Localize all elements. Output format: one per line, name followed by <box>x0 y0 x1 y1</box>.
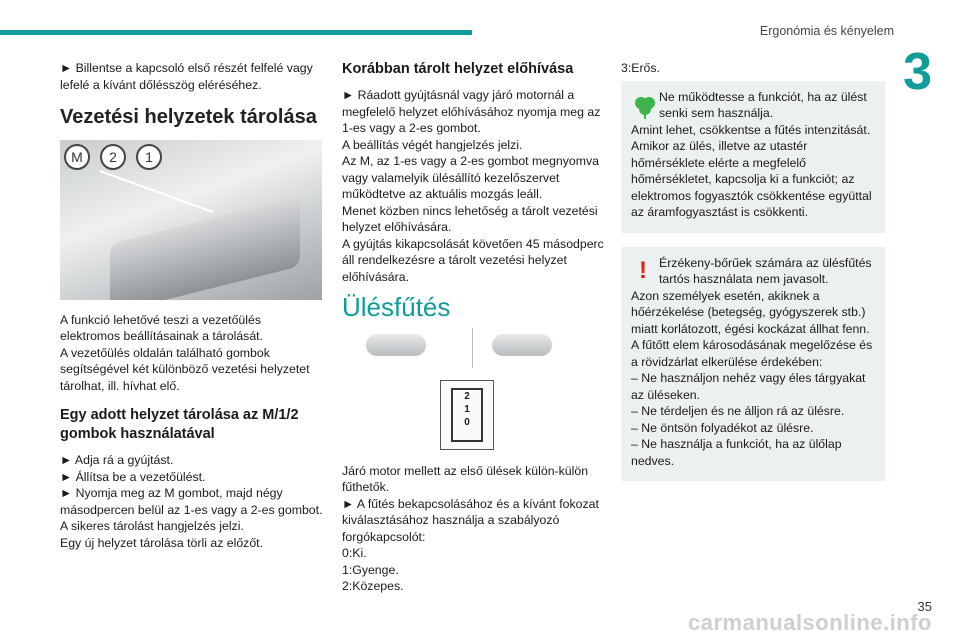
seat-memory-image <box>60 140 322 300</box>
warning-icon: ! <box>639 256 647 284</box>
body-line: A vezetőülés oldalán található gombok segítségével két különböző vezetési helyzetet tárolhat, ill. hívhat elő. <box>60 345 310 393</box>
body-line: ► A fűtés bekapcsolásához és a kívánt fokozat kiválasztásához használja a szabályozó forgókapcsolót: <box>342 496 599 544</box>
body-line: Menet közben nincs lehetőség a tárolt vezetési helyzet előhívására. <box>342 203 598 234</box>
warn-line: – Ne használjon nehéz vagy éles tárgyakat az üléseken. <box>631 371 866 402</box>
dial-label-0: 0 <box>464 416 470 428</box>
body-line: ► Ráadott gyújtásnál vagy járó motornál a megfelelő helyzet előhívásához nyomja meg az 1-es vagy a 2-es gombot. <box>342 88 601 135</box>
header-accent-bar <box>0 30 472 35</box>
body-line: A funkció lehetővé teszi a vezetőülés elektromos beállításainak a tárolását. <box>60 312 264 343</box>
intro-step: ► Billentse a kapcsoló első részét felfelé vagy lefelé a kívánt dőlésszög eléréséhez. <box>60 61 313 92</box>
heading-memory: Vezetési helyzetek tárolása <box>60 106 317 128</box>
dial-scale <box>451 388 483 442</box>
eco-leaf-icon <box>633 95 657 119</box>
dial-label-1: 1 <box>464 403 470 415</box>
step: A sikeres tárolást hangjelzés jelzi. <box>60 519 244 533</box>
body-line: Az M, az 1-es vagy a 2-es gombot megnyomva vagy valamelyik ülésállító kezelőszervet működtetve az aktuális mozgás leáll. <box>342 154 599 201</box>
body-line: 2:Közepes. <box>342 579 404 593</box>
page-number: 35 <box>917 599 932 614</box>
warn-line: – Ne öntsön folyadékot az ülésre. <box>631 420 814 435</box>
heating-dial <box>440 380 494 450</box>
warn-line: A fűtőtt elem károsodásának megelőzése és a rövidzárlat elkerülése érdekében: <box>631 338 873 369</box>
subheading-store: Egy adott helyzet tárolása az M/1/2 gombok használatával <box>60 407 299 442</box>
eco-line: Amint lehet, csökkentse a fűtés intenzitását. <box>631 122 871 137</box>
level-3-line: 3:Erős. <box>621 61 660 75</box>
body-line: 0:Ki. <box>342 546 367 560</box>
warning-box <box>621 247 885 482</box>
body-line: Járó motor mellett az első ülések külön-külön fűthetők. <box>342 463 589 494</box>
watermark: carmanualsonline.info <box>688 610 932 635</box>
section-title: Ergonómia és kényelem <box>759 24 894 38</box>
column-2 <box>342 60 606 595</box>
button-2-label: 2 <box>100 144 126 170</box>
eco-line: Amikor az ülés, illetve az utastér hőmérséklete elérte a megfelelő hőmérsékletet, kapcsolja ki a funkciót; az elektromos fogyasztók csökkentése együttal az áramfogyasztást is csökkenti. <box>631 139 872 219</box>
warn-line: Azon személyek esetén, akiknek a hőérzékelése (betegség, gyógyszerek stb.) miatt korlátozott, égési kockázat állhat fenn. <box>631 288 870 336</box>
right-seat-icon <box>492 334 552 356</box>
seat-side-panel <box>110 196 300 300</box>
heading-recall: Korábban tárolt helyzet előhívása <box>342 61 574 77</box>
button-1-label: 1 <box>136 144 162 170</box>
warn-line: – Ne térdeljen és ne álljon rá az ülésre. <box>631 404 845 418</box>
body-line: A gyújtás kikapcsolását követően 45 másodperc áll rendelkezésre a tárolt vezetési helyzet előhívására. <box>342 236 604 284</box>
step: ► Nyomja meg az M gombot, majd négy másodpercen belül az 1-es vagy a 2-es gombot. <box>60 486 323 517</box>
warn-line: Érzékeny-bőrűek számára az ülésfűtés tartós használata nem javasolt. <box>659 255 872 286</box>
chapter-number: 3 <box>903 43 932 101</box>
step: Egy új helyzet tárolása törli az előzőt. <box>60 535 264 550</box>
dial-label-2: 2 <box>464 390 470 402</box>
m-button-label: M <box>64 144 90 170</box>
step: ► Adja rá a gyújtást. <box>60 453 174 467</box>
step: ► Állítsa be a vezetőülést. <box>60 469 206 484</box>
left-seat-icon <box>366 334 426 356</box>
warn-line: – Ne használja a funkciót, ha az ülőlap nedves. <box>631 437 842 468</box>
seat-heating-image <box>342 328 606 453</box>
body-line: 1:Gyenge. <box>342 562 399 577</box>
body-line: A beállítás végét hangjelzés jelzi. <box>342 137 523 152</box>
eco-line: Ne működtesse a funkciót, ha az ülést senki sem használja. <box>659 89 867 120</box>
eco-tip-box <box>621 81 885 233</box>
callout-line <box>100 170 213 213</box>
heading-seat-heating: Ülésfűtés <box>342 292 451 322</box>
column-1 <box>60 60 324 551</box>
column-3 <box>621 60 885 495</box>
divider <box>472 328 473 368</box>
